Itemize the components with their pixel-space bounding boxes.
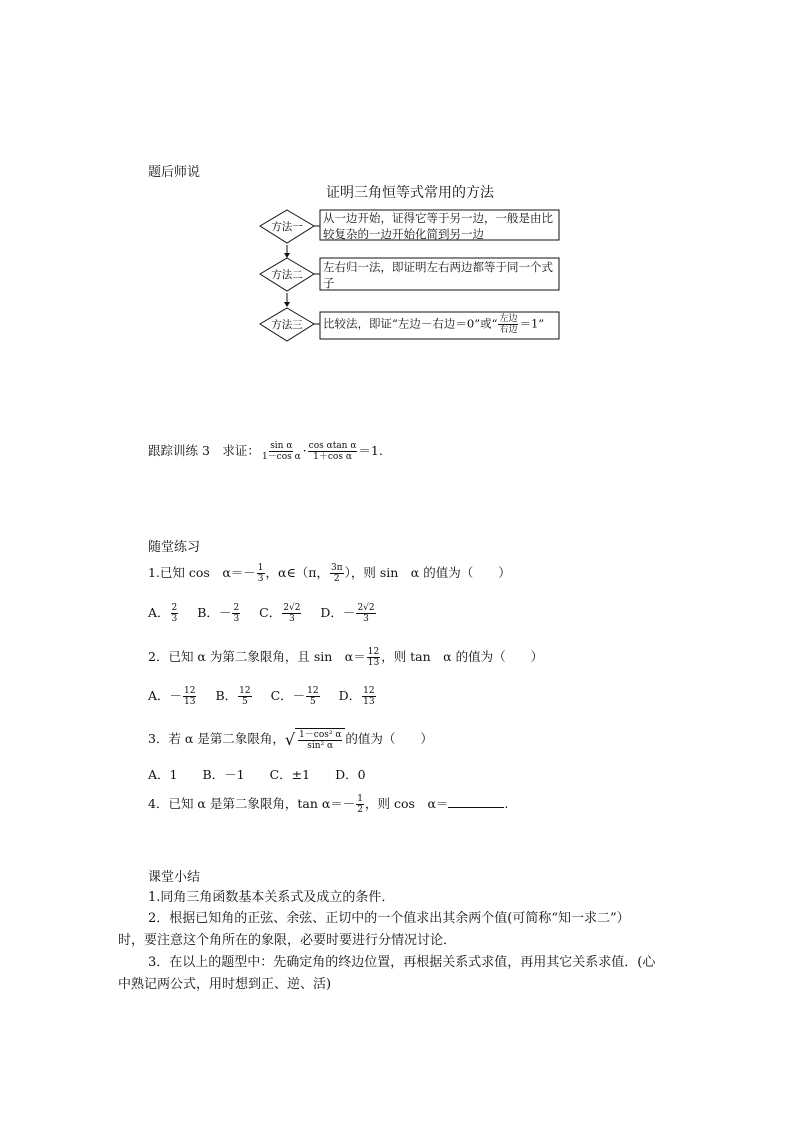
method-3-text (323, 314, 544, 335)
frac-den: 5 (310, 697, 316, 707)
tracking-exercise (148, 441, 383, 462)
method-3-fraction (498, 314, 518, 335)
frac-num: 3π (330, 563, 343, 573)
q2-option-d: D． (338, 688, 362, 703)
q1-option-d: D．－ (320, 605, 356, 620)
q2-option-c-frac (306, 686, 319, 707)
q2-text-b: ，则 tan α 的值为（ ） (381, 649, 544, 664)
q1-option-a: A． (148, 605, 170, 620)
summary-item-2-cont: 时，要注意这个角所在的象限，必要时要进行分情况讨论． (118, 933, 457, 948)
frac-num: sin α (270, 441, 293, 451)
method-1-text: 从一边开始，证得它等于另一边，一般是由比较复杂的一边开始化简到另一边 (323, 211, 553, 241)
q3-text-a: 3．若 α 是第二象限角， (148, 731, 285, 746)
method-2-label: 方法二 (271, 269, 303, 281)
frac-num: 12 (367, 647, 380, 657)
method-2-text: 左右归一法，即证明左右两边都等于同一个式子 (323, 260, 553, 290)
q2-option-a: A．－ (148, 688, 183, 703)
arrowhead-1-2 (284, 253, 290, 258)
question-4 (148, 794, 508, 815)
frac-den: 13 (184, 697, 196, 707)
q4-text-c: . (504, 796, 509, 811)
frac-den: sin² α (307, 741, 334, 751)
frac-den: 5 (242, 697, 248, 707)
frac-num: 12 (239, 686, 251, 696)
q2-option-c: C．－ (270, 688, 306, 703)
q2-text-a: 2．已知 α 为第二象限角，且 sin α＝ (148, 649, 366, 664)
q2-option-d-frac (362, 686, 375, 707)
section-heading-tihou: 题后师说 (148, 165, 201, 180)
question-2 (148, 647, 543, 668)
frac-num: 1－cos² α (299, 730, 342, 740)
q1-option-c: C． (259, 605, 282, 620)
q2-option-b: B． (215, 688, 238, 703)
q1-text-c: ），则 sin α 的值为（ ） (344, 565, 511, 580)
q3-options: A．1 B．－1 C．±1 D．0 (148, 767, 366, 782)
tracking-label: 跟踪训练 3 求证： (148, 443, 260, 458)
question-1 (148, 563, 511, 584)
frac-den: 右边 (499, 325, 518, 335)
sqrt-sign-icon: √ (284, 730, 296, 749)
frac-den: 3 (363, 614, 369, 624)
q4-text-b: ，则 cos α＝ (365, 796, 449, 811)
q1-option-d-frac (356, 603, 375, 624)
method-3-label: 方法三 (271, 319, 303, 331)
frac-num: 1 (357, 794, 364, 804)
frac-den: 3 (288, 614, 295, 624)
frac-num: cos αtan α (308, 441, 357, 451)
q1-option-c-frac (282, 603, 301, 624)
q2-frac (367, 647, 380, 668)
q4-text-a: 4．已知 α 是第二象限角，tan α＝－ (148, 796, 356, 811)
frac-num: 2√2 (283, 603, 301, 613)
summary-item-2: 2．根据已知角的正弦、余弦、正切中的一个值求出其余两个值(可简称“知一求二”） (148, 911, 630, 926)
answer-blank[interactable] (448, 807, 504, 808)
frac-num: 12 (184, 686, 196, 696)
arrowhead-2-3 (284, 302, 290, 307)
tracking-tail: ＝1. (358, 443, 383, 458)
frac-den: 2 (357, 805, 364, 815)
summary-item-1: 1.同角三角函数基本关系式及成立的条件． (148, 890, 395, 905)
frac-den: 3 (233, 614, 240, 624)
summary-item-3: 3．在以上的题型中：先确定角的终边位置，再根据关系式求值，再用其它关系求值．(心 (148, 955, 656, 970)
q3-radical (295, 728, 345, 751)
q2-options (148, 686, 377, 707)
frac-num: 1 (257, 563, 264, 573)
summary-item-3-cont: 中熟记两公式，用时想到正、逆、活) (118, 977, 332, 992)
frac-den: 1＋cos α (313, 452, 352, 462)
frac-num: 左边 (499, 314, 518, 324)
flowchart-title: 证明三角恒等式常用的方法 (326, 185, 494, 201)
q1-option-a-frac (171, 603, 179, 624)
frac-den: 3 (171, 614, 178, 624)
q1-text-b: ，α∈（π， (265, 565, 329, 580)
method-1-label: 方法一 (271, 221, 303, 233)
q4-frac (356, 794, 364, 815)
tracking-dot: · (302, 443, 307, 458)
q3-text-b: 的值为（ ） (345, 731, 433, 746)
q2-option-a-frac (183, 686, 196, 707)
q3-frac (298, 730, 342, 751)
frac-num: 2√2 (357, 603, 375, 613)
frac-den: 3 (257, 574, 264, 584)
frac-num: 2 (171, 603, 178, 613)
q1-frac-1 (257, 563, 265, 584)
frac-num: 12 (307, 686, 319, 696)
frac-den: 13 (367, 658, 380, 668)
frac-den: 2 (333, 574, 340, 584)
q1-option-b-frac (232, 603, 240, 624)
q1-option-b: B．－ (197, 605, 232, 620)
q1-text-a: 1.已知 cos α＝－ (148, 565, 256, 580)
practice-heading: 随堂练习 (148, 540, 201, 555)
tracking-frac-2 (308, 441, 358, 462)
q1-options (148, 603, 377, 624)
frac-num: 2 (233, 603, 240, 613)
frac-num: 12 (363, 686, 375, 696)
question-3 (148, 728, 433, 751)
summary-heading: 课堂小结 (148, 870, 201, 885)
method-3-text-b: ＝1” (519, 316, 545, 331)
q2-option-b-frac (238, 686, 251, 707)
tracking-frac-1 (261, 441, 302, 462)
frac-den: 1－cos α (261, 452, 301, 462)
method-3-text-a: 比较法，即证“左边－右边＝0”或“ (323, 316, 498, 331)
frac-den: 13 (363, 697, 375, 707)
q1-frac-2 (330, 563, 344, 584)
